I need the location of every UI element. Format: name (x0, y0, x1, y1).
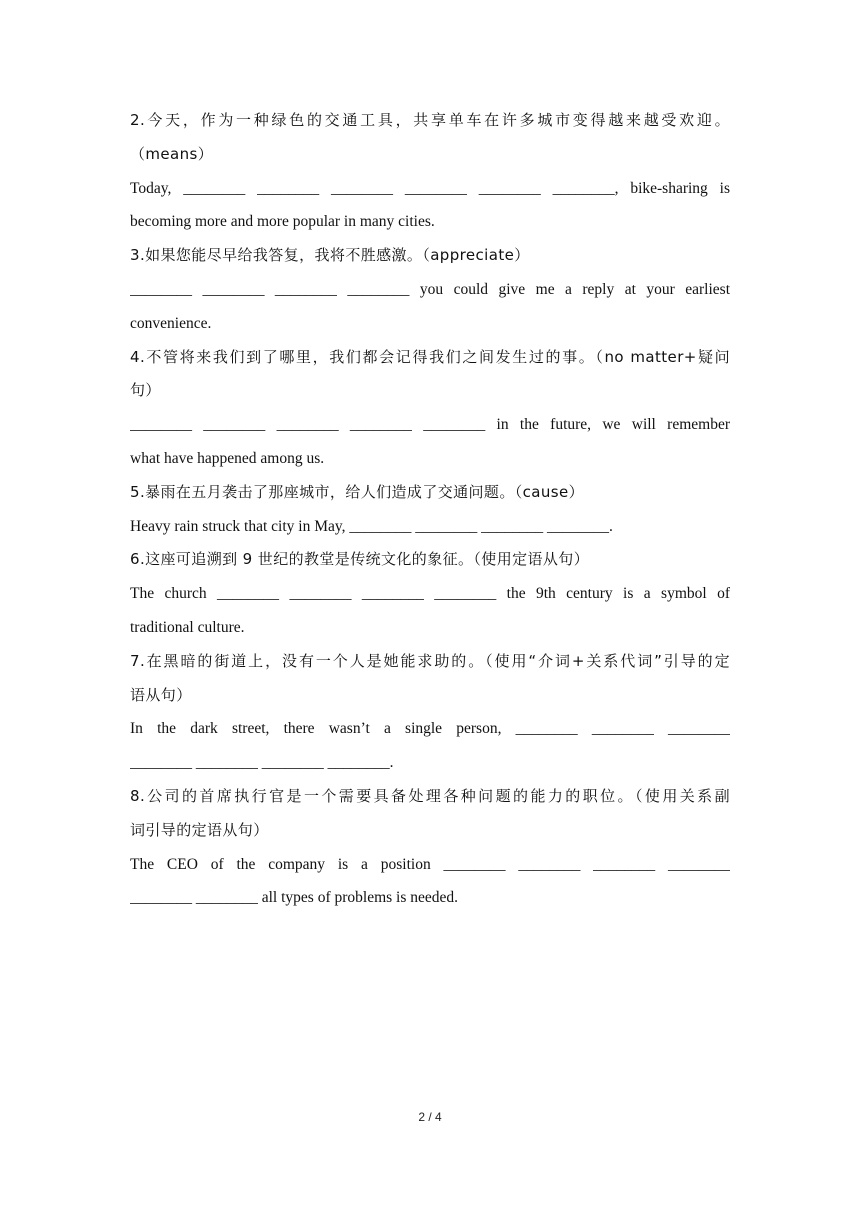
question-8-prompt-cont: 词引导的定语从句） (130, 820, 269, 839)
question-4 (130, 341, 730, 476)
question-2-answer: Today, ________ ________ ________ ________ ________ ________, bike-sharing is (130, 179, 730, 197)
question-3-answer-cont: convenience. (130, 314, 212, 332)
question-2 (130, 104, 730, 239)
question-6-answer-cont: traditional culture. (130, 618, 245, 636)
question-7-prompt: 7.在黑暗的街道上，没有一个人是她能求助的。（使用“介词+关系代词”引导的定 (130, 651, 730, 670)
question-7-answer-cont: ________ ________ ________ ________. (130, 754, 394, 772)
question-3 (130, 239, 730, 340)
question-8 (130, 780, 730, 915)
question-4-answer-cont: what have happened among us. (130, 449, 325, 467)
question-7-prompt-cont: 语从句） (130, 685, 192, 704)
question-6 (130, 543, 730, 644)
question-3-prompt: 3.如果您能尽早给我答复，我将不胜感激。（appreciate） (130, 246, 530, 265)
question-8-answer: The CEO of the company is a position ________ ________ ________ ________ (130, 855, 730, 873)
exercise-list (130, 104, 730, 915)
question-5-answer: Heavy rain struck that city in May, ________ ________ ________ ________. (130, 517, 613, 535)
question-2-prompt: 2.今天，作为一种绿色的交通工具，共享单车在许多城市变得越来越受欢迎。 (130, 111, 730, 129)
question-5-prompt: 5.暴雨在五月袭击了那座城市，给人们造成了交通问题。（cause） (130, 482, 585, 501)
question-2-prompt-cont: （means） (130, 144, 214, 163)
question-6-prompt: 6.这座可追溯到 9 世纪的教堂是传统文化的象征。（使用定语从句） (130, 550, 590, 569)
question-7 (130, 645, 730, 780)
question-5 (130, 476, 730, 544)
question-7-answer: In the dark street, there wasn’t a single person, ________ ________ ________ (130, 720, 730, 738)
question-4-prompt-cont: 句） (130, 381, 161, 400)
question-8-answer-cont: ________ ________ all types of problems is needed. (130, 889, 459, 907)
question-4-prompt: 4.不管将来我们到了哪里，我们都会记得我们之间发生过的事。（no matter+疑问 (130, 347, 730, 366)
question-4-answer: ________ ________ ________ ________ ________ in the future, we will remember (130, 416, 730, 434)
question-6-answer: The church ________ ________ ________ ________ the 9th century is a symbol of (130, 585, 730, 603)
question-8-prompt: 8.公司的首席执行官是一个需要具备处理各种问题的能力的职位。（使用关系副 (130, 786, 730, 805)
question-3-answer: ________ ________ ________ ________ you could give me a reply at your earliest (130, 280, 730, 298)
question-2-answer-cont: becoming more and more popular in many cities. (130, 213, 435, 231)
page-number: 2 / 4 (418, 1110, 442, 1124)
